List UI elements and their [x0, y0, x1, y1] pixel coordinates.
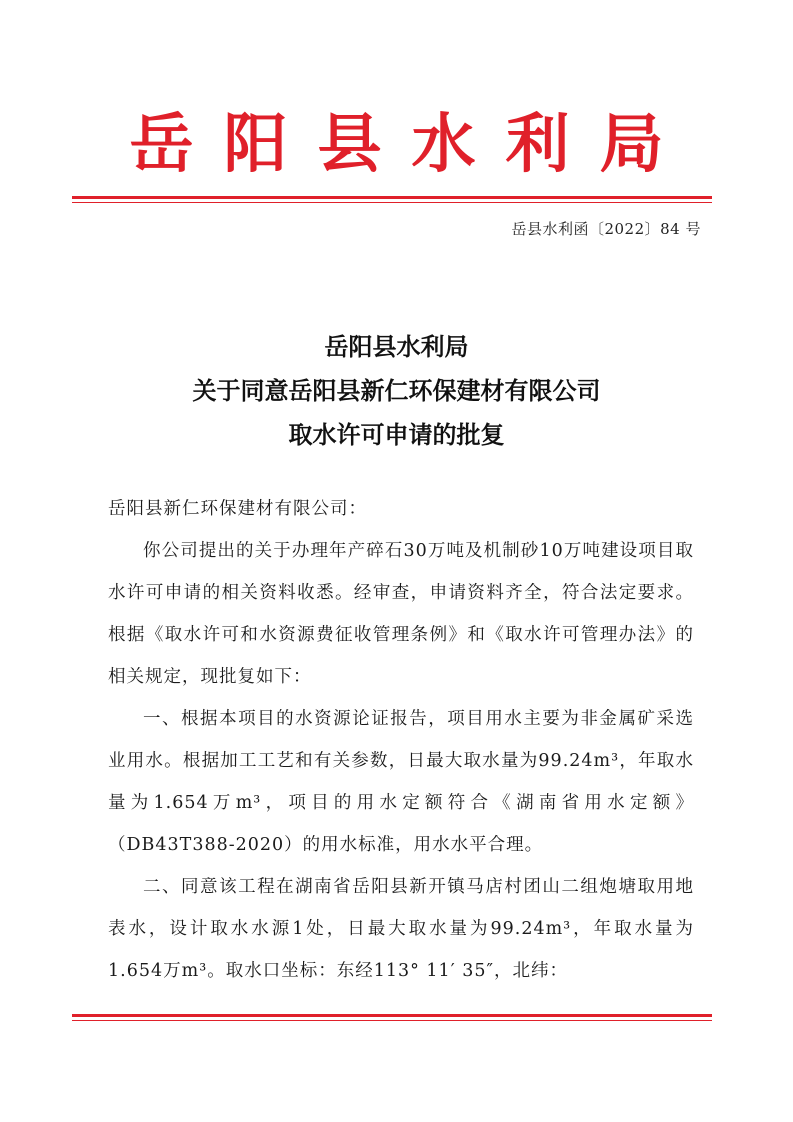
- salutation: 岳阳县新仁环保建材有限公司：: [108, 499, 367, 519]
- body-paragraph-2: 一、根据本项目的水资源论证报告，项目用水主要为非金属矿采选业用水。根据加工工艺和有关参数，日最大取水量为99.24m³，年取水量为1.654万m³，项目的用水定额符合《湖南省用水定额》（DB43T388-2020）的用水标准，用水水平合理。: [108, 709, 694, 855]
- footer-rule-thick: [72, 1014, 712, 1017]
- title-line-1: 岳阳县水利局: [324, 332, 469, 361]
- letterhead-rule-thick: [72, 196, 712, 199]
- title-line-2: 关于同意岳阳县新仁环保建材有限公司: [192, 376, 601, 405]
- footer-rule-thin: [72, 1020, 712, 1021]
- title-line-3: 取水许可申请的批复: [288, 420, 505, 449]
- document-number: 岳县水利函〔2022〕84 号: [511, 220, 701, 238]
- document-title: [0, 325, 793, 457]
- letterhead-rule-thin: [72, 202, 712, 203]
- body-paragraph-1: 你公司提出的关于办理年产碎石30万吨及机制砂10万吨建设项目取水许可申请的相关资料收悉。经审查，申请资料齐全，符合法定要求。根据《取水许可和水资源费征收管理条例》和《取水许可管理办法》的相关规定，现批复如下：: [108, 541, 694, 687]
- letterhead-org-name: 岳阳县水利局: [129, 107, 694, 182]
- body-paragraph-3: 二、同意该工程在湖南省岳阳县新开镇马店村团山二组炮塘取用地表水，设计取水水源1处，日最大取水量为99.24m³，年取水量为1.654万m³。取水口坐标：东经113° 11′ 35″，北纬：: [108, 877, 694, 981]
- document-body: [108, 488, 694, 992]
